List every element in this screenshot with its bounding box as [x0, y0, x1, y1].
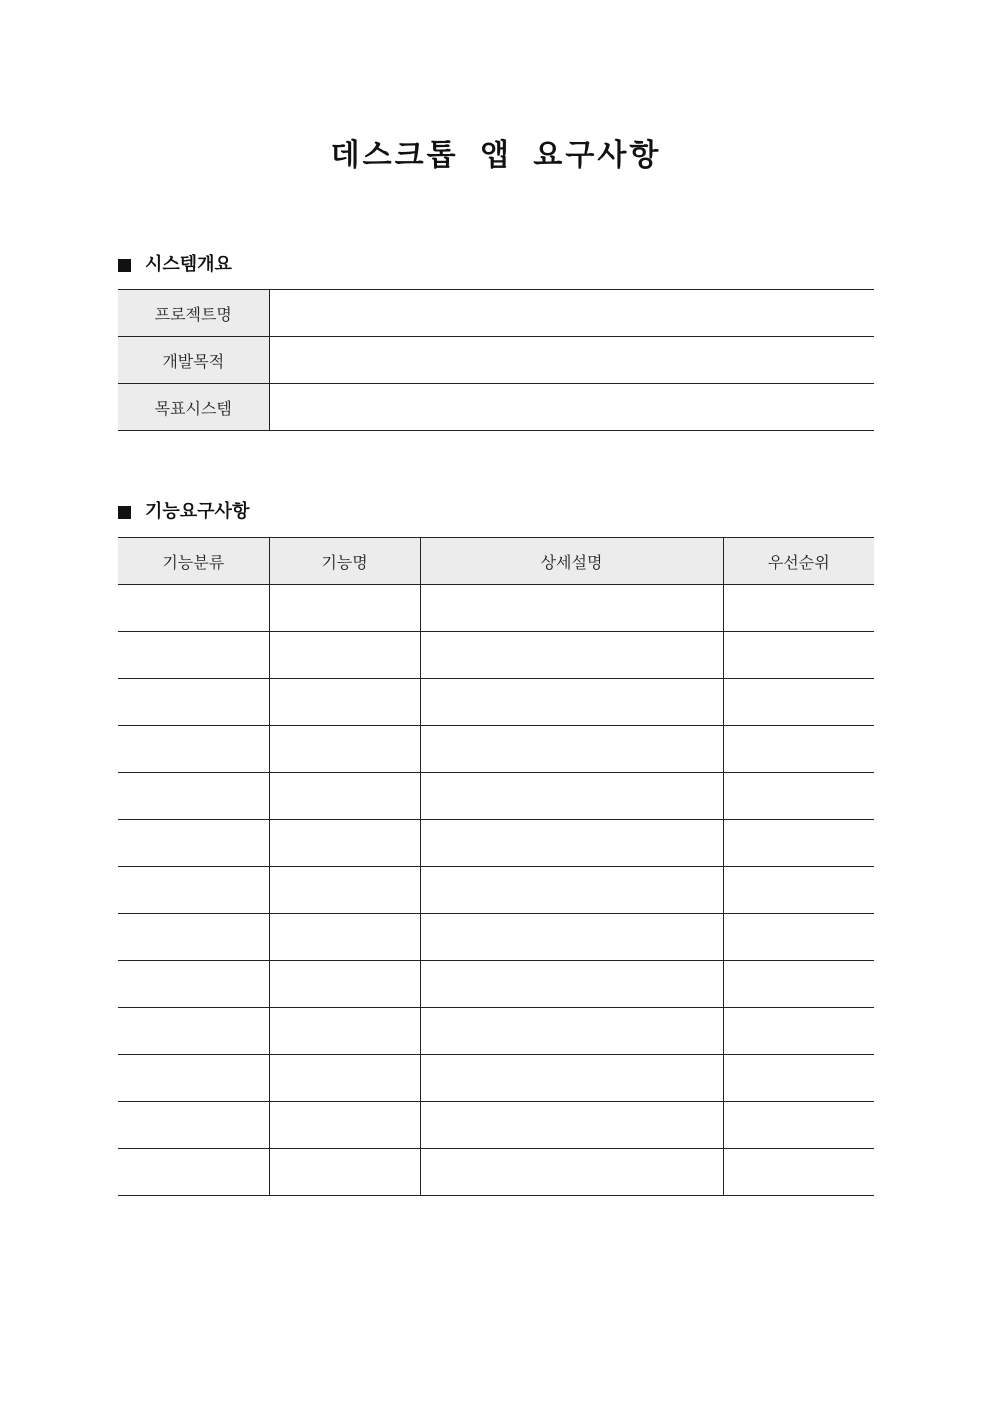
category-cell[interactable]	[118, 820, 269, 867]
category-cell[interactable]	[118, 867, 269, 914]
description-cell[interactable]	[420, 1149, 723, 1196]
overview-value-cell[interactable]	[269, 290, 874, 337]
description-cell[interactable]	[420, 1102, 723, 1149]
description-cell[interactable]	[420, 585, 723, 632]
table-row	[118, 820, 874, 867]
function-name-cell[interactable]	[269, 679, 420, 726]
overview-row-target-system	[118, 384, 874, 431]
function-name-cell[interactable]	[269, 961, 420, 1008]
column-header-category: 기능분류	[118, 538, 269, 585]
category-cell[interactable]	[118, 585, 269, 632]
table-header-row	[118, 538, 874, 585]
priority-cell[interactable]	[723, 961, 874, 1008]
priority-cell[interactable]	[723, 773, 874, 820]
function-name-cell[interactable]	[269, 585, 420, 632]
overview-label-cell: 목표시스템	[118, 384, 269, 431]
overview-table	[118, 289, 874, 431]
priority-cell[interactable]	[723, 726, 874, 773]
table-row	[118, 1102, 874, 1149]
overview-value-cell[interactable]	[269, 337, 874, 384]
function-name-cell[interactable]	[269, 726, 420, 773]
description-cell[interactable]	[420, 632, 723, 679]
table-row	[118, 585, 874, 632]
function-name-cell[interactable]	[269, 1149, 420, 1196]
table-row	[118, 867, 874, 914]
description-cell[interactable]	[420, 726, 723, 773]
description-cell[interactable]	[420, 961, 723, 1008]
functional-requirements-table	[118, 537, 874, 1196]
priority-cell[interactable]	[723, 1149, 874, 1196]
priority-cell[interactable]	[723, 867, 874, 914]
table-row	[118, 961, 874, 1008]
function-name-cell[interactable]	[269, 1102, 420, 1149]
function-name-cell[interactable]	[269, 820, 420, 867]
table-row	[118, 1055, 874, 1102]
category-cell[interactable]	[118, 632, 269, 679]
overview-label-cell: 개발목적	[118, 337, 269, 384]
functional-heading	[118, 500, 249, 524]
priority-cell[interactable]	[723, 1055, 874, 1102]
category-cell[interactable]	[118, 961, 269, 1008]
function-name-cell[interactable]	[269, 1008, 420, 1055]
column-header-priority: 우선순위	[723, 538, 874, 585]
function-name-cell[interactable]	[269, 1055, 420, 1102]
category-cell[interactable]	[118, 1149, 269, 1196]
category-cell[interactable]	[118, 1008, 269, 1055]
description-cell[interactable]	[420, 820, 723, 867]
priority-cell[interactable]	[723, 1008, 874, 1055]
bullet-square-icon	[118, 259, 131, 272]
functional-heading-label: 기능요구사항	[145, 501, 250, 522]
priority-cell[interactable]	[723, 679, 874, 726]
function-name-cell[interactable]	[269, 867, 420, 914]
bullet-square-icon	[118, 506, 131, 519]
function-name-cell[interactable]	[269, 914, 420, 961]
table-row	[118, 773, 874, 820]
table-row	[118, 1149, 874, 1196]
priority-cell[interactable]	[723, 632, 874, 679]
description-cell[interactable]	[420, 1055, 723, 1102]
document-title: 데스크톱 앱 요구사항	[330, 138, 662, 173]
overview-label-cell: 프로젝트명	[118, 290, 269, 337]
description-cell[interactable]	[420, 1008, 723, 1055]
category-cell[interactable]	[118, 726, 269, 773]
category-cell[interactable]	[118, 679, 269, 726]
function-name-cell[interactable]	[269, 632, 420, 679]
table-row	[118, 632, 874, 679]
table-row	[118, 1008, 874, 1055]
description-cell[interactable]	[420, 679, 723, 726]
overview-row-purpose	[118, 337, 874, 384]
category-cell[interactable]	[118, 1055, 269, 1102]
priority-cell[interactable]	[723, 820, 874, 867]
description-cell[interactable]	[420, 914, 723, 961]
function-name-cell[interactable]	[269, 773, 420, 820]
column-header-description: 상세설명	[420, 538, 723, 585]
overview-value-cell[interactable]	[269, 384, 874, 431]
priority-cell[interactable]	[723, 585, 874, 632]
table-row	[118, 679, 874, 726]
description-cell[interactable]	[420, 773, 723, 820]
table-row	[118, 726, 874, 773]
category-cell[interactable]	[118, 773, 269, 820]
priority-cell[interactable]	[723, 1102, 874, 1149]
priority-cell[interactable]	[723, 914, 874, 961]
overview-row-project-name	[118, 290, 874, 337]
overview-heading	[118, 253, 232, 277]
column-header-function-name: 기능명	[269, 538, 420, 585]
table-row	[118, 914, 874, 961]
overview-heading-label: 시스템개요	[145, 254, 232, 275]
category-cell[interactable]	[118, 1102, 269, 1149]
category-cell[interactable]	[118, 914, 269, 961]
description-cell[interactable]	[420, 867, 723, 914]
